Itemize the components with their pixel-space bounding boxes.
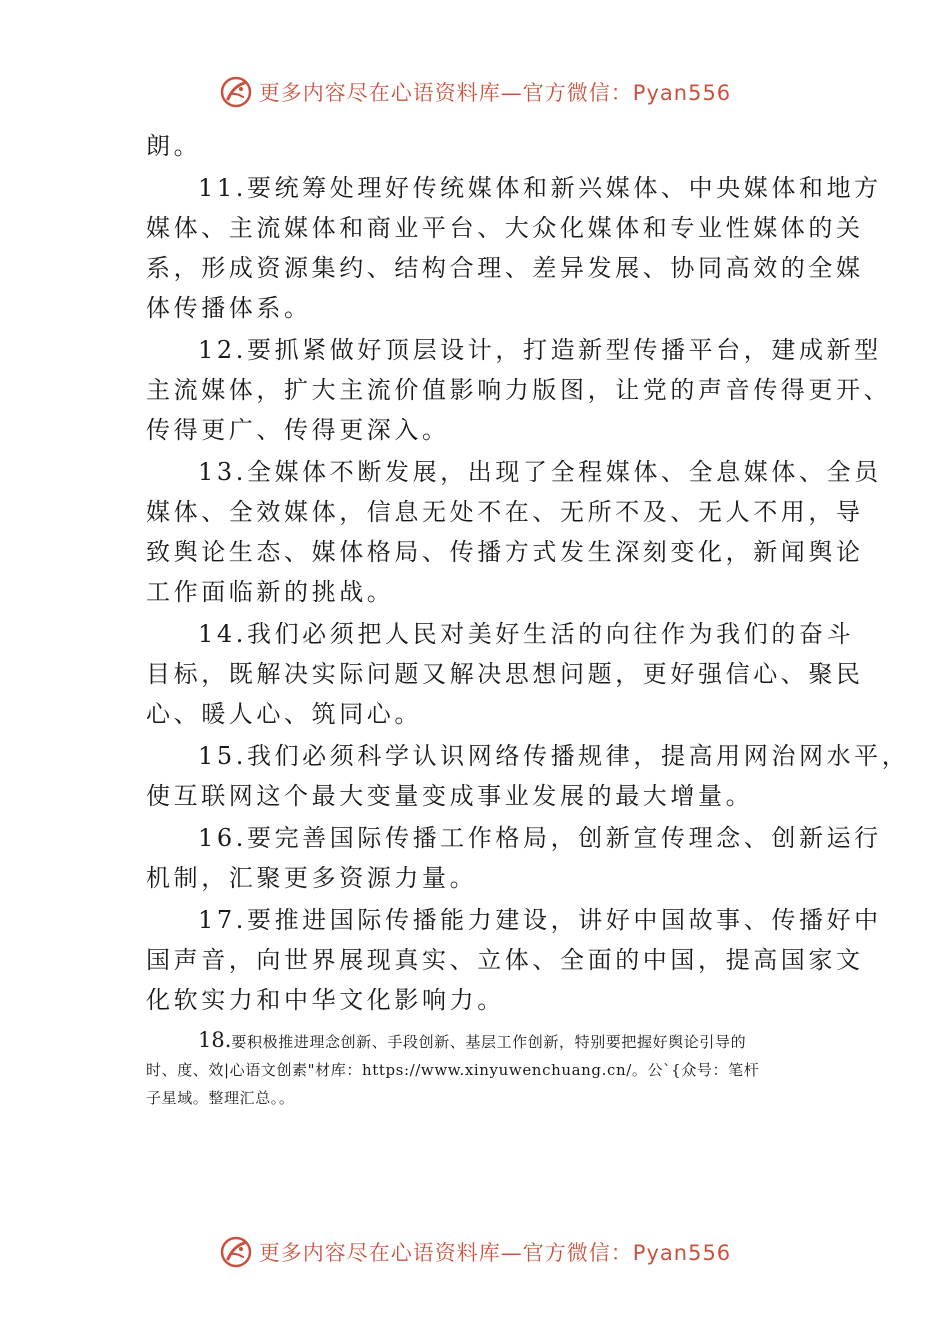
paragraph-line: 体传播体系。 <box>146 294 312 322</box>
paragraph-text: 要积极推进理念创新、手段创新、基层工作创新，特别要把握好舆论引导的 <box>231 1033 747 1051</box>
paragraph-17 <box>146 900 882 1020</box>
paragraph-line: 国声音，向世界展现真实、立体、全面的中国，提高国家文 <box>146 946 864 974</box>
paragraph-line: 子星域。整理汇总。。 <box>146 1089 295 1107</box>
brand-logo-icon <box>219 1235 253 1269</box>
paragraph-line: 传得更广、传得更深入。 <box>146 416 450 444</box>
paragraph-line: 媒体、全效媒体，信息无处不在、无所不及、无人不用，导 <box>146 498 864 526</box>
paragraph-line: 14.我们必须把人民对美好生活的向往作为我们的奋斗 <box>198 620 855 648</box>
paragraph-line: 致舆论生态、媒体格局、传播方式发生深刻变化，新闻舆论 <box>146 538 864 566</box>
paragraph-line: 时、度、效|心语文创素"材库：https://www.xinyuwenchuang.cn/。公`{众号：笔杆 <box>146 1061 760 1079</box>
paragraph-line: 使互联网这个最大变量变成事业发展的最大增量。 <box>146 782 754 810</box>
paragraph-14 <box>146 614 864 734</box>
document-body <box>146 126 910 1112</box>
paragraph-12 <box>146 330 892 450</box>
paragraph-line: 12.要抓紧做好顶层设计，打造新型传播平台，建成新型 <box>198 336 882 364</box>
footer-banner-text: 更多内容尽在心语资料库—官方微信：Pyan556 <box>258 1241 732 1265</box>
paragraph-line: 17.要推进国际传播能力建设，讲好中国故事、传播好中 <box>198 906 882 934</box>
paragraph-number: 18. <box>198 1028 232 1052</box>
header-banner-text: 更多内容尽在心语资料库—官方微信：Pyan556 <box>258 81 732 105</box>
paragraph-line: 工作面临新的挑战。 <box>146 578 395 606</box>
paragraph-11 <box>146 168 882 328</box>
paragraph-line: 目标，既解决实际问题又解决思想问题，更好强信心、聚民 <box>146 660 864 688</box>
paragraph-line: 心、暖人心、筑同心。 <box>146 700 422 728</box>
paragraph-line: 主流媒体，扩大主流价值影响力版图，让党的声音传得更开、 <box>146 376 892 404</box>
paragraph-line: 15.我们必须科学认识网络传播规律，提高用网治网水平， <box>198 742 910 770</box>
header-banner <box>0 70 950 114</box>
paragraph-line: 化软实力和中华文化影响力。 <box>146 986 505 1014</box>
lead-line: 朗。 <box>146 132 202 160</box>
brand-logo-icon <box>219 75 253 109</box>
footer-banner <box>0 1230 950 1274</box>
paragraph-line: 系，形成资源集约、结构合理、差异发展、协同高效的全媒 <box>146 254 864 282</box>
paragraph-line: 11.要统筹处理好传统媒体和新兴媒体、中央媒体和地方 <box>198 174 882 202</box>
paragraph-13 <box>146 452 882 612</box>
paragraph-line: 机制，汇聚更多资源力量。 <box>146 864 478 892</box>
paragraph-15 <box>146 736 910 816</box>
paragraph-18 <box>146 1026 811 1112</box>
paragraph-line: 媒体、主流媒体和商业平台、大众化媒体和专业性媒体的关 <box>146 214 864 242</box>
paragraph-line <box>146 1026 811 1056</box>
paragraph-line: 16.要完善国际传播工作格局，创新宣传理念、创新运行 <box>198 824 882 852</box>
paragraph-16 <box>146 818 882 898</box>
paragraph-line: 13.全媒体不断发展，出现了全程媒体、全息媒体、全员 <box>198 458 882 486</box>
